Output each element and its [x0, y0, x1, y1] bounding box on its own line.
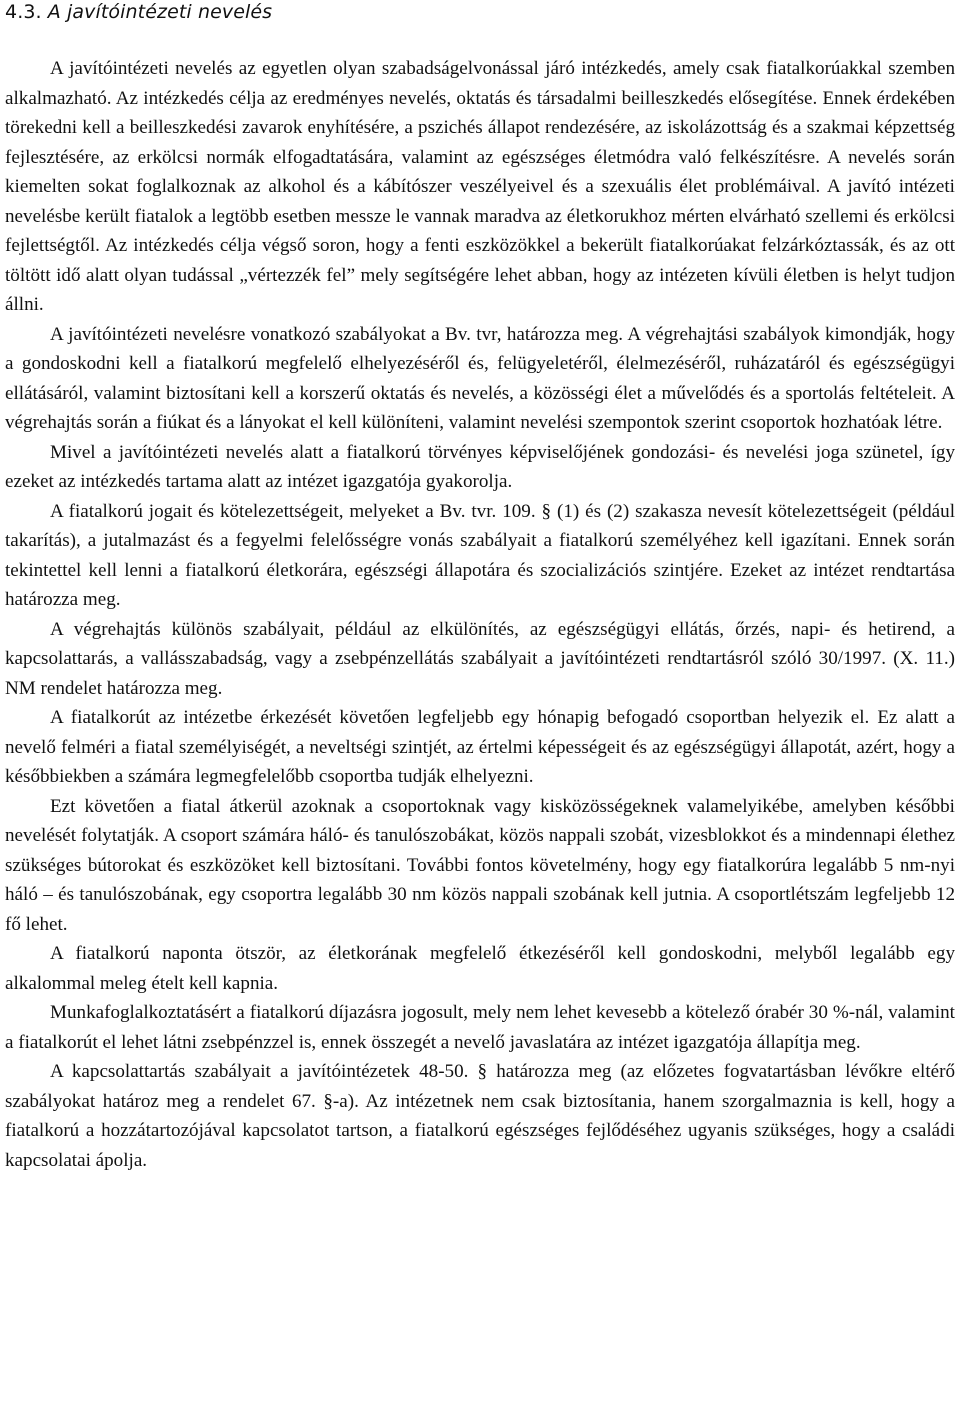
- sentence: Az intézetnek nem csak biztosítania, hanem szorgalmaznia is kell, hogy a fiatalkorú a hozzátartozójával kapcsolatot tartson, a fiatalkorú egészséges fejlődéséhez ugyanis szükséges, hogy a családi kapcsolatai ápolja.: [5, 1090, 955, 1171]
- sentence: Ezt követően a fiatal átkerül azoknak a csoportoknak vagy kisközösségeknek valamelyikébe, amelyben későbbi nevelését folytatják.: [5, 795, 955, 846]
- sentence: A csoport számára háló- és tanulószobákat, közös nappali szobát, vizesblokkot és a mindennapi élethez szükséges bútorokat és eszközöket kell biztosítani.: [5, 825, 955, 876]
- body-text: [5, 54, 955, 1175]
- paragraph: [5, 703, 955, 792]
- paragraph: [5, 1057, 955, 1175]
- sentence: A nevelés során kiemelten sokat foglalkoznak az alkohol és a kábítószer veszélyeivel és a szexuális élet problémáival.: [5, 146, 955, 197]
- sentence: Az intézkedés célja végső soron, hogy a fenti eszközökkel a bekerült fiatalkorúakat felzárkóztassák, és az ott töltött idő alatt olyan tudással „vértezzék fel” mely segítségére lehet abban, hogy az intézeten kívüli életben is helyt tudjon állni.: [5, 235, 955, 315]
- paragraph: [5, 438, 955, 497]
- sentence: A kapcsolattartás szabályait a javítóintézetek 48-50. § határozza meg (az előzetes fogvatartásban lévőkre eltérő szabályokat határoz meg a rendelet 67. §-a).: [5, 1061, 955, 1112]
- sentence: A javítóintézeti nevelésre vonatkozó szabályokat a Bv. tvr, határozza meg.: [50, 323, 624, 345]
- sentence: A javítóintézeti nevelés az egyetlen olyan szabadságelvonással járó intézkedés, amely csak fiatalkorúakkal szemben alkalmazható. Az intézkedés célja az eredményes nevelés, oktatás és társadalmi beilleszkedés elősegítése.: [5, 58, 955, 109]
- section-number: 4.3.: [5, 1, 42, 23]
- sentence: A végrehajtás során a fiúkat és a lányokat el kell különíteni, valamint nevelési szempontok szerint csoportok hozhatóak létre.: [5, 382, 955, 433]
- sentence: Ezeket az intézet rendtartása határozza meg.: [5, 559, 955, 610]
- paragraph: [5, 320, 955, 438]
- sentence: Munkafoglalkoztatásért a fiatalkorú díjazásra jogosult, mely nem lehet kevesebb a kötelező órabér 30 %-nál, valamint a fiatalkorút el lehet látni zsebpénzzel is, ennek összegét a nevelő javaslatára az intézet igazgatója állapítja meg.: [5, 1002, 955, 1053]
- sentence: A fiatalkorú naponta ötször, az életkorának megfelelő étkezéséről kell gondoskodni, melyből legalább egy alkalommal meleg ételt kell kapnia.: [5, 943, 955, 994]
- sentence: Mivel a javítóintézeti nevelés alatt a fiatalkorú törvényes képviselőjének gondozási- és nevelési joga szünetel, így ezeket az intézkedés tartama alatt az intézet igazgatója gyakorolja.: [5, 441, 955, 492]
- sentence: Ennek során tekintettel kell lenni a fiatalkorú életkorára, egészségi állapotára és szocializációs szintjére.: [5, 530, 955, 581]
- sentence: A végrehajtási szabályok kimondják, hogy a gondoskodni kell a fiatalkorú megfelelő elhelyezéséről és, felügyeletéről, élelmezéséről, ruházatáról és egészségügyi ellátásáról, valamint biztosítani kell a korszerű oktatás és nevelés, a közösségi élet a művelődés és a sportolás feltételeit.: [5, 323, 955, 404]
- sentence: Ez alatt a nevelő felméri a fiatal személyiségét, a neveltségi szintjét, az értelmi képességeit és az egészségügyi állapotát, azért, hogy a későbbiekben a számára legmegfelelőbb csoportba tudják elhelyezni.: [5, 707, 955, 787]
- sentence: A fiatalkorú jogait és kötelezettségeit, melyeket a Bv. tvr. 109. § (1) és (2) szakasza nevesít kötelezettségeit (például takarítás), a jutalmazást és a fegyelmi felelősségre vonás szabályait a fiatalkorú személyéhez kell igazítani.: [5, 500, 955, 551]
- section-title: A javítóintézeti nevelés: [47, 1, 273, 23]
- sentence: További fontos követelmény, hogy egy fiatalkorúra legalább 5 nm-nyi háló – és tanulószobának, egy csoportra legalább 30 nm közös nappali szobának kell jutnia.: [5, 854, 955, 905]
- paragraph: [5, 497, 955, 615]
- sentence: A javító intézeti nevelésbe került fiatalok a legtöbb esetben messze le vannak maradva az életkorukhoz mérten elvárható szellemi és erkölcsi fejlettségtől.: [5, 176, 955, 256]
- section-heading: [5, 0, 955, 30]
- sentence: Ennek érdekében törekedni kell a beilleszkedési zavarok enyhítésére, a pszichés állapot rendezésére, az iskolázottság és a szakmai képzettség fejlesztésére, az erkölcsi normák elfogadtatására, valamint az egészséges életmódra való felkészítésre.: [5, 87, 955, 168]
- sentence: A végrehajtás különös szabályait, például az elkülönítés, az egészségügyi ellátás, őrzés, napi- és hetirend, a kapcsolattarás, a vallásszabadság, vagy a zsebpénzellátás szabályait a javítóintézeti rendtartásról szóló 30/1997. (X. 11.) NM rendelet határozza meg.: [5, 618, 955, 699]
- paragraph: [5, 939, 955, 998]
- sentence: A csoportlétszám legfeljebb 12 fő lehet.: [5, 884, 956, 935]
- paragraph: [5, 998, 955, 1057]
- paragraph: [5, 54, 955, 320]
- paragraph: [5, 615, 955, 704]
- document-page: [5, 0, 955, 1175]
- sentence: A fiatalkorút az intézetbe érkezését követően legfeljebb egy hónapig befogadó csoportban helyezik el.: [50, 707, 870, 728]
- paragraph: [5, 792, 955, 940]
